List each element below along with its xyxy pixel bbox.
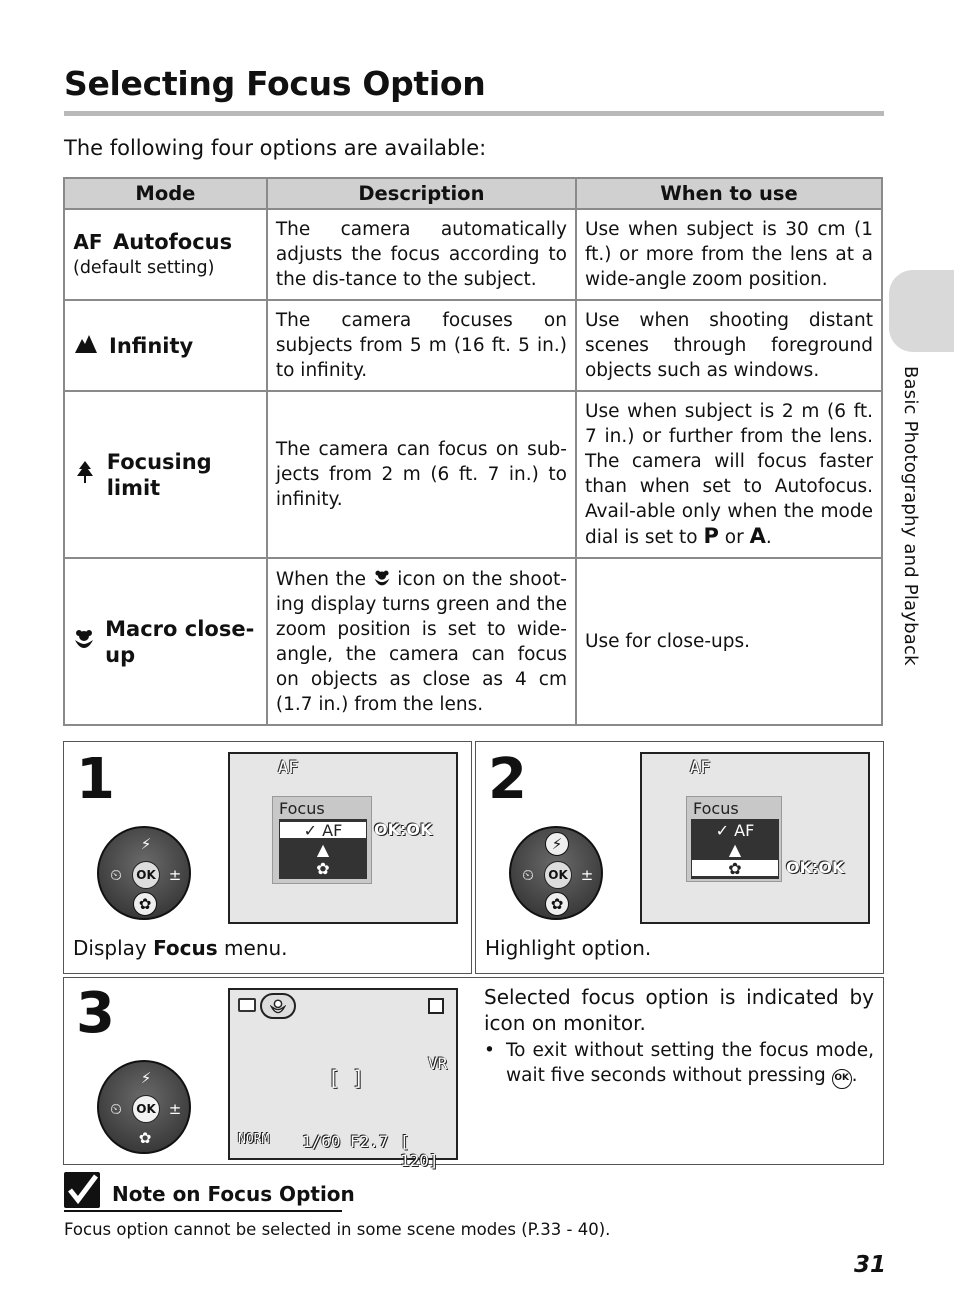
step-1-box — [63, 741, 472, 974]
ok-circle-icon: OK — [832, 1069, 852, 1089]
when-cell: Use when subject is 30 cm (1 ft.) or more from the lens at a wide-angle zoom position. — [576, 209, 882, 300]
focusing-limit-tree-icon — [73, 461, 97, 489]
desc-text: icon on the shoot-ing display turns green and the zoom position is set to wide-angle, the camera can focus on objects as close as 4 cm (1.7 in.) from the lens. — [275, 568, 567, 715]
when-cell — [576, 391, 882, 558]
when-or: or — [718, 527, 750, 548]
step-3-text: Selected focus option is indicated by icon on monitor. — [484, 985, 874, 1035]
af-indicator: AF — [690, 758, 711, 778]
description-cell: The camera focuses on subjects from 5 m (16 ft. 5 in.) to infinity. — [267, 300, 576, 391]
chapter-label: Basic Photography and Playback — [900, 366, 921, 666]
note-text: Focus option cannot be selected in some scene modes (P.33 - 40). — [64, 1220, 611, 1239]
focus-menu — [686, 796, 782, 882]
macro-flower-icon: ✿ — [545, 892, 569, 916]
caption-text: Display — [73, 936, 154, 960]
mode-p-glyph: P — [703, 524, 719, 548]
description-cell — [267, 558, 576, 725]
menu-item-macro[interactable]: ✿ — [316, 858, 330, 878]
macro-flower-icon — [73, 628, 95, 656]
multi-selector-dial[interactable] — [97, 1060, 191, 1154]
table-header-row — [64, 178, 882, 209]
ok-hint: OK:OK — [786, 858, 845, 877]
mode-cell — [64, 391, 267, 558]
menu-list — [279, 819, 367, 879]
frames-remaining: [ 120] — [400, 1132, 439, 1170]
mode-name: Infinity — [109, 333, 194, 358]
focus-menu — [272, 796, 372, 884]
focus-options-table — [63, 177, 883, 726]
menu-item-macro[interactable]: ✿ — [691, 859, 779, 877]
description-cell: The camera automatically adjusts the focus according to the dis-tance to the subject. — [267, 209, 576, 300]
image-quality: NORM — [238, 1132, 270, 1147]
column-header-mode: Mode — [64, 178, 267, 209]
mode-a-glyph: A — [749, 524, 766, 548]
title-rule — [64, 111, 884, 116]
macro-flower-icon: ✿ — [138, 1129, 152, 1147]
table-row — [64, 209, 882, 300]
exposure-comp-icon: ± — [580, 866, 594, 884]
bullet-dot: • — [484, 1040, 495, 1061]
when-cell: Use when shooting distant scenes through foreground objects such as windows. — [576, 300, 882, 391]
menu-item-af[interactable]: ✓ AF — [279, 821, 367, 839]
step-3-bullet — [484, 1038, 874, 1089]
mode-cell — [64, 558, 267, 725]
column-header-when: When to use — [576, 178, 882, 209]
step-number: 1 — [76, 747, 113, 812]
macro-flower-icon: ✿ — [133, 892, 157, 916]
self-timer-icon: ⏲ — [110, 866, 122, 884]
chapter-tab — [889, 270, 954, 352]
table-row — [64, 558, 882, 725]
note-rule — [64, 1210, 342, 1212]
camera-mode-icon — [238, 998, 256, 1012]
flash-icon: ⚡ — [140, 1069, 152, 1087]
lcd-monitor — [228, 988, 458, 1170]
when-cell: Use for close-ups. — [576, 558, 882, 725]
mode-subtext: (default setting) — [73, 257, 215, 278]
mode-name: Autofocus — [113, 229, 233, 254]
exposure-comp-icon: ± — [168, 866, 182, 884]
multi-selector-dial[interactable] — [97, 826, 191, 920]
af-icon: AF — [73, 229, 103, 254]
desc-text: When the — [275, 568, 373, 590]
macro-focus-icon — [260, 993, 296, 1019]
ok-button[interactable]: OK — [544, 861, 572, 889]
ok-button[interactable]: OK — [132, 861, 160, 889]
menu-item-infinity[interactable]: ▲ — [316, 839, 330, 859]
caption-text: menu. — [217, 936, 288, 960]
menu-list — [691, 819, 779, 879]
multi-selector-dial[interactable] — [509, 826, 603, 920]
step-caption: Highlight option. — [485, 936, 652, 960]
flash-icon: ⚡ — [140, 835, 152, 853]
focus-brackets: [ ] — [328, 1066, 365, 1090]
menu-title: Focus — [693, 799, 739, 818]
lcd-screen — [640, 752, 870, 924]
exposure-comp-icon: ± — [168, 1100, 182, 1118]
mode-cell — [64, 300, 267, 391]
when-end: . — [765, 527, 772, 548]
macro-inline-icon — [373, 569, 391, 590]
menu-item-infinity[interactable]: ▲ — [728, 839, 742, 859]
table-row — [64, 391, 882, 558]
step-number: 2 — [488, 747, 525, 812]
mode-name: Macro close-up — [105, 616, 255, 667]
aperture: F2.7 — [350, 1132, 389, 1151]
self-timer-icon: ⏲ — [110, 1100, 122, 1118]
self-timer-icon: ⏲ — [522, 866, 534, 884]
af-indicator: AF — [278, 758, 299, 778]
description-cell: The camera can focus on sub-jects from 2 m (6 ft. 7 in.) to infinity. — [267, 391, 576, 558]
bullet-end: . — [851, 1065, 858, 1086]
step-caption — [73, 936, 288, 960]
step-number: 3 — [76, 981, 113, 1046]
column-header-description: Description — [267, 178, 576, 209]
note-title: Note on Focus Option — [112, 1182, 355, 1206]
infinity-mountain-icon — [73, 333, 99, 359]
when-text: Use when subject is 2 m (6 ft. 7 in.) or further from the lens. The camera will focus faster than when set to Autofocus. Avail-able only when the mode dial is set to — [584, 401, 873, 548]
step-2-box — [475, 741, 884, 974]
mode-name: Focusing limit — [106, 449, 212, 500]
caption-bold: Focus — [153, 936, 218, 960]
ok-hint: OK:OK — [374, 820, 433, 839]
mode-cell — [64, 209, 267, 300]
table-row — [64, 300, 882, 391]
shutter-speed: 1/60 — [302, 1132, 341, 1151]
menu-item-af[interactable]: ✓ AF — [715, 820, 755, 840]
lcd-screen — [228, 752, 458, 924]
vr-indicator: VR — [428, 1054, 448, 1073]
bullet-text: To exit without setting the focus mode, wait five seconds without pressing — [506, 1040, 874, 1086]
flash-icon: ⚡ — [545, 832, 569, 856]
page-number: 31 — [854, 1252, 887, 1278]
menu-title: Focus — [279, 799, 325, 818]
checkmark-icon — [64, 1172, 100, 1208]
intro-text: The following four options are available: — [64, 136, 487, 160]
memory-card-icon — [428, 998, 444, 1014]
ok-button[interactable]: OK — [132, 1095, 160, 1123]
page-title: Selecting Focus Option — [64, 64, 486, 103]
